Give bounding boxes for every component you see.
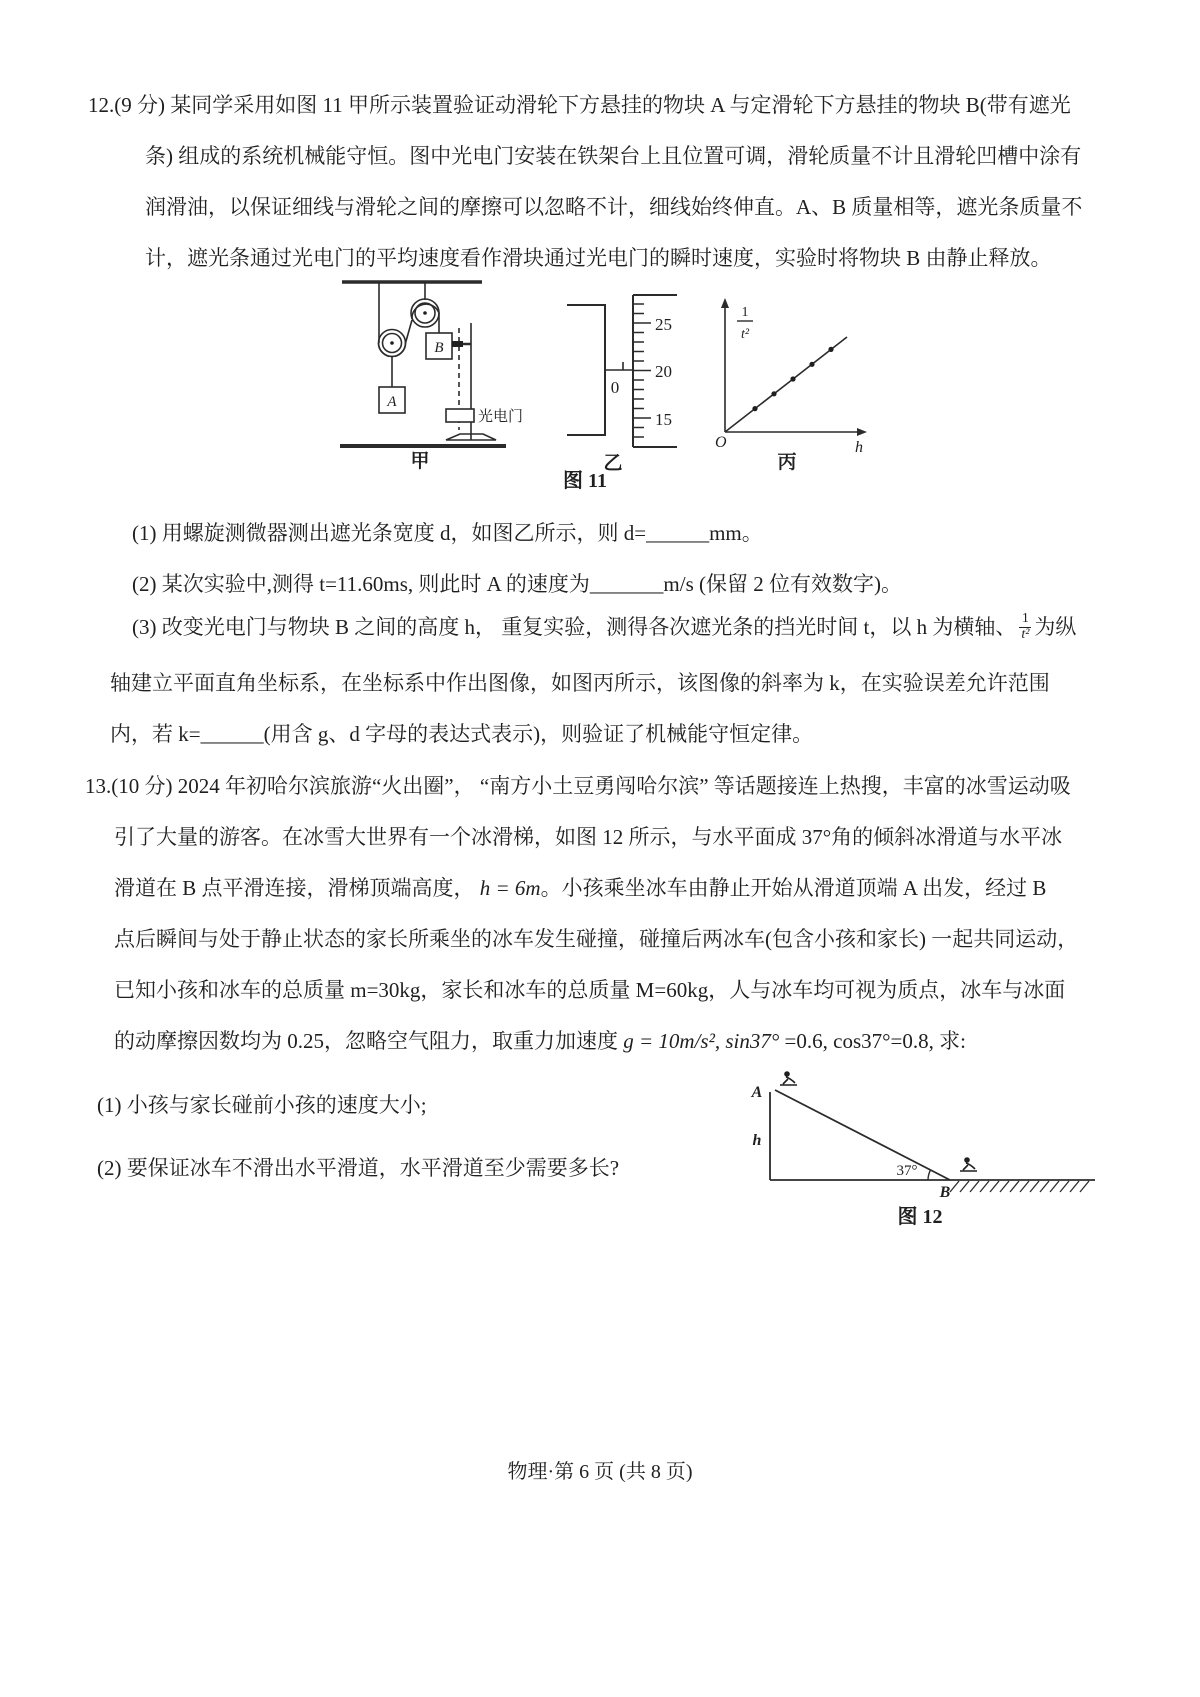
fraction-denominator: t² <box>1021 626 1030 642</box>
q13-para-line-2: 引了大量的游客。在冰雪大世界有一个冰滑梯，如图 12 所示，与水平面成 37°角的倾斜冰滑道与水平冰 <box>114 825 1063 849</box>
q12-para-line-2: 条) 组成的系统机械能守恒。图中光电门安装在铁架台上且位置可调，滑轮质量不计且滑轮凹槽中涂有 <box>145 144 1082 168</box>
x-axis-label: h <box>855 439 863 456</box>
sledder-at-bottom-icon <box>960 1157 977 1171</box>
fixed-pulley-axle <box>423 311 427 315</box>
y-label-denominator: t² <box>740 327 750 342</box>
q12-sub3-text-post: 为纵 <box>1034 615 1077 639</box>
q13-para-line-3 <box>114 873 1046 903</box>
fig12-angle-label: 37° <box>896 1163 918 1179</box>
page-footer: 物理·第 6 页 (共 8 页) <box>507 1461 693 1483</box>
q13-sub1: (1) 小孩与家长碰前小孩的速度大小; <box>97 1093 427 1117</box>
x-axis-arrow <box>857 428 867 436</box>
q12-sub1: (1) 用螺旋测微器测出遮光条宽度 d，如图乙所示，则 d=______mm。 <box>132 521 763 545</box>
ground-hatching <box>950 1181 1089 1192</box>
fig12-height-label: h <box>752 1132 762 1149</box>
y-label-numerator: 1 <box>741 305 749 320</box>
fig12-caption: 图 12 <box>897 1206 943 1228</box>
thimble-tick-20: 20 <box>655 362 672 381</box>
q12-para-line-4: 计，遮光条通过光电门的平均速度看作滑块通过光电门的瞬时速度，实验时将物块 B 由静止释放。 <box>145 246 1052 270</box>
q12-sub3-line-3: 内，若 k=______(用含 g、d 字母的表达式表示)，则验证了机械能守恒定律。 <box>110 722 814 746</box>
origin-label: O <box>715 434 727 451</box>
main-scale-zero: 0 <box>610 378 620 397</box>
figure-12-incline-diagram <box>695 1040 1105 1200</box>
q12-sub3-line-2: 轴建立平面直角坐标系，在坐标系中作出图像，如图丙所示，该图像的斜率为 k，在实验误差允许范围 <box>110 671 1050 695</box>
thimble-tick-15: 15 <box>655 410 672 429</box>
photogate-label: 光电门 <box>478 409 524 425</box>
q13-sub2: (2) 要保证冰车不滑出水平滑道，水平滑道至少需要多长? <box>97 1156 620 1180</box>
block-a-label: A <box>387 394 397 410</box>
figure-11 <box>305 262 885 492</box>
q12-para-line-1: 12.(9 分) 某同学采用如图 11 甲所示装置验证动滑轮下方悬挂的物块 A 与定滑轮下方悬挂的物块 B(带有遮光 <box>88 93 1071 117</box>
q12-para-line-3: 润滑油，以保证细线与滑轮之间的摩擦可以忽略不计，细线始终伸直。A、B 质量相等，遮光条质量不 <box>145 195 1083 219</box>
fig12-point-b-label: B <box>939 1184 951 1201</box>
q13-para6-post: =0.6, cos37°=0.8, 求: <box>784 1029 966 1053</box>
fig11-bing-label: 丙 <box>777 452 797 473</box>
q12-sub3-line-1 <box>132 612 1076 644</box>
shading-strip <box>452 341 463 347</box>
q13-gravity-formula: g = 10m/s², sin37° <box>623 1029 785 1053</box>
y-axis-arrow <box>721 298 729 308</box>
sledder-at-top-icon <box>780 1071 797 1085</box>
q12-sub2: (2) 某次实验中,测得 t=11.60ms, 则此时 A 的速度为_______m/s (保留 2 位有效数字)。 <box>132 572 902 596</box>
thimble-tick-25: 25 <box>655 315 672 334</box>
q13-height-formula: h = 6m <box>479 876 541 900</box>
fig11-yi-label: 乙 <box>603 453 623 474</box>
fig11-micrometer-diagram <box>545 277 695 472</box>
fig11-apparatus-diagram <box>320 270 524 472</box>
q13-para3-post: 。小孩乘坐冰车由静止开始从滑道顶端 A 出发，经过 B <box>540 876 1047 900</box>
fraction-1-over-t2-icon <box>1019 612 1031 642</box>
q12-sub3-text-pre: (3) 改变光电门与物块 B 之间的高度 h， 重复实验，测得各次遮光条的挡光时间 t，以 h 为横轴、 <box>132 615 1017 639</box>
fig12-point-a-label: A <box>751 1084 763 1101</box>
q13-para-line-5: 已知小孩和冰车的总质量 m=30kg，家长和冰车的总质量 M=60kg，人与冰车均可视为质点，冰车与冰面 <box>114 978 1066 1002</box>
q13-para6-pre: 的动摩擦因数均为 0.25，忽略空气阻力，取重力加速度 <box>114 1029 624 1053</box>
q13-para3-pre: 滑道在 B 点平滑连接，滑梯顶端高度， <box>114 876 480 900</box>
fraction-numerator: 1 <box>1021 611 1029 626</box>
q13-para-line-1: 13.(10 分) 2024 年初哈尔滨旅游“火出圈”， “南方小土豆勇闯哈尔滨” 等话题接连上热搜，丰富的冰雪运动吸 <box>85 774 1071 798</box>
fig11-jia-label: 甲 <box>410 451 430 472</box>
block-b-label: B <box>434 340 444 356</box>
movable-pulley-axle <box>390 341 394 345</box>
fig11-graph-diagram <box>695 280 880 473</box>
q13-para-line-4: 点后瞬间与处于静止状态的家长所乘坐的冰车发生碰撞，碰撞后两冰车(包含小孩和家长) 一起共同运动， <box>114 927 1079 951</box>
fig11-caption: 图 11 <box>563 470 607 492</box>
